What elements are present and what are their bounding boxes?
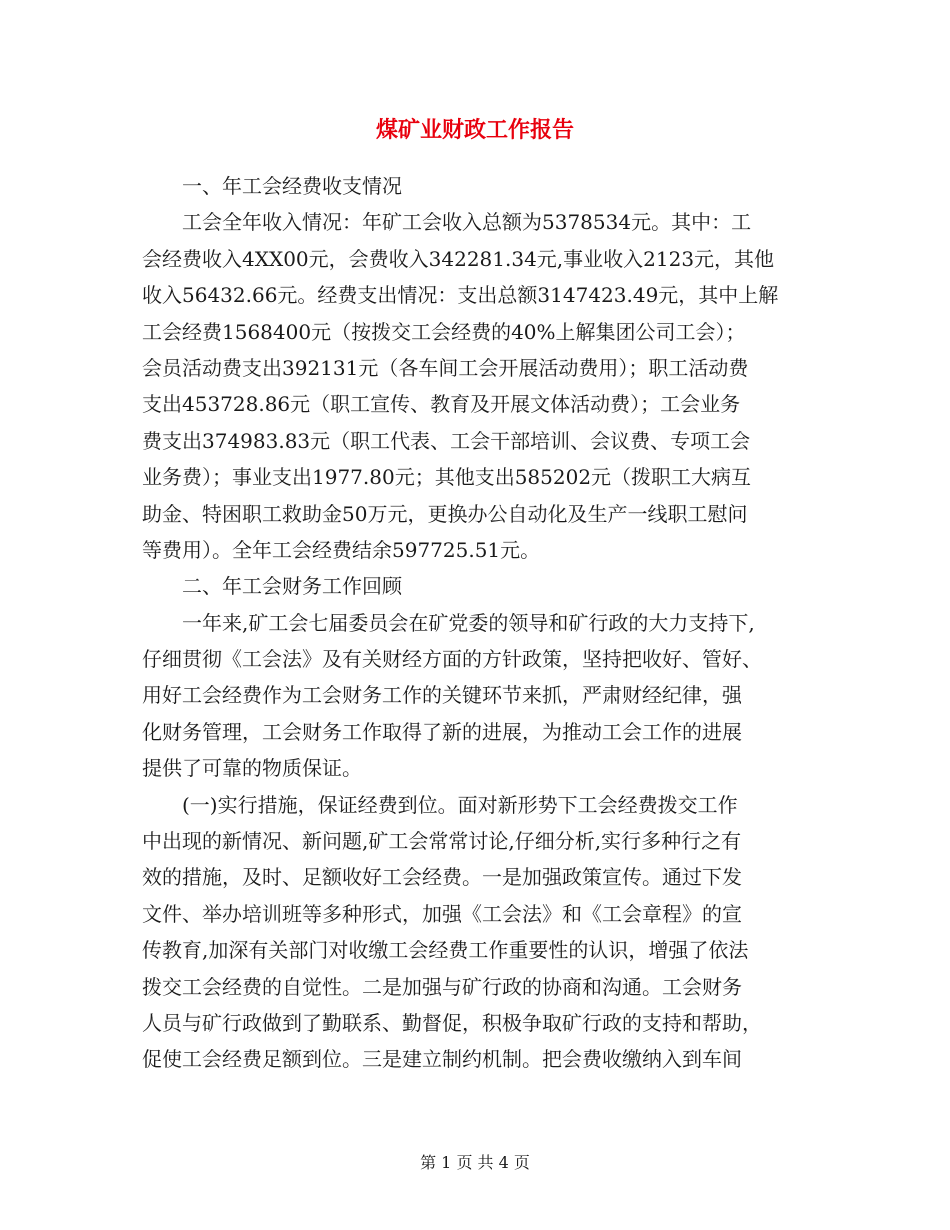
body-line: 工会经费1568400元（按拨交工会经费的40%上解集团公司工会）； xyxy=(142,319,746,344)
body-line: 会员活动费支出392131元（各车间工会开展活动费用）；职工活动费 xyxy=(142,355,749,380)
body-line: 业务费）；事业支出1977.80元；其他支出585202元（拨职工大病互 xyxy=(142,465,752,490)
body-line: 工会全年收入情况：年矿工会收入总额为5378534元。其中：工 xyxy=(142,210,752,235)
body-line: 提供了可靠的物质保证。 xyxy=(142,756,362,781)
body-line: 促使工会经费足额到位。三是建立制约机制。把会费收缴纳入到车间 xyxy=(142,1047,742,1072)
body-line: 支出453728.86元（职工宣传、教育及开展文体活动费）；工会业务 xyxy=(142,392,741,417)
body-line: 费支出374983.83元（职工代表、工会干部培训、会议费、专项工会 xyxy=(142,428,751,453)
body-line: 一、年工会经费收支情况 xyxy=(142,174,402,198)
body-line: 中出现的新情况、新问题,矿工会常常讨论,仔细分析,实行多种行之有 xyxy=(142,829,742,854)
body-line: (一)实行措施，保证经费到位。面对新形势下工会经费拨交工作 xyxy=(142,792,738,817)
body-line: 效的措施，及时、足额收好工会经费。一是加强政策宣传。通过下发 xyxy=(142,865,742,890)
body-line: 化财务管理，工会财务工作取得了新的进展，为推动工会工作的进展 xyxy=(142,719,742,744)
body-line: 二、年工会财务工作回顾 xyxy=(142,574,402,599)
document-title: 煤矿业财政工作报告 xyxy=(375,117,574,143)
body-line: 人员与矿行政做到了勤联系、勤督促，积极争取矿行政的支持和帮助， xyxy=(142,1010,762,1035)
body-line: 收入56432.66元。经费支出情况：支出总额3147423.49元，其中上解 xyxy=(142,283,779,308)
page-footer: 第 1 页 共 4 页 xyxy=(420,1153,530,1172)
body-line: 拨交工会经费的自觉性。二是加强与矿行政的协商和沟通。工会财务 xyxy=(142,974,742,999)
body-line: 传教育,加深有关部门对收缴工会经费工作重要性的认识，增强了依法 xyxy=(142,938,749,963)
body-line: 仔细贯彻《工会法》及有关财经方面的方针政策，坚持把收好、管好、 xyxy=(142,647,762,672)
document-body xyxy=(142,168,812,1078)
body-line: 会经费收入4XX00元，会费收入342281.34元,事业收入2123元，其他 xyxy=(142,246,775,271)
body-line: 用好工会经费作为工会财务工作的关键环节来抓，严肃财经纪律，强 xyxy=(142,683,742,708)
body-line: 助金、特困职工救助金50万元，更换办公自动化及生产一线职工慰问 xyxy=(142,501,748,526)
body-line: 一年来,矿工会七届委员会在矿党委的领导和矿行政的大力支持下, xyxy=(142,610,755,635)
body-line: 等费用）。全年工会经费结余597725.51元。 xyxy=(142,537,541,562)
body-line: 文件、举办培训班等多种形式，加强《工会法》和《工会章程》的宣 xyxy=(142,901,742,926)
